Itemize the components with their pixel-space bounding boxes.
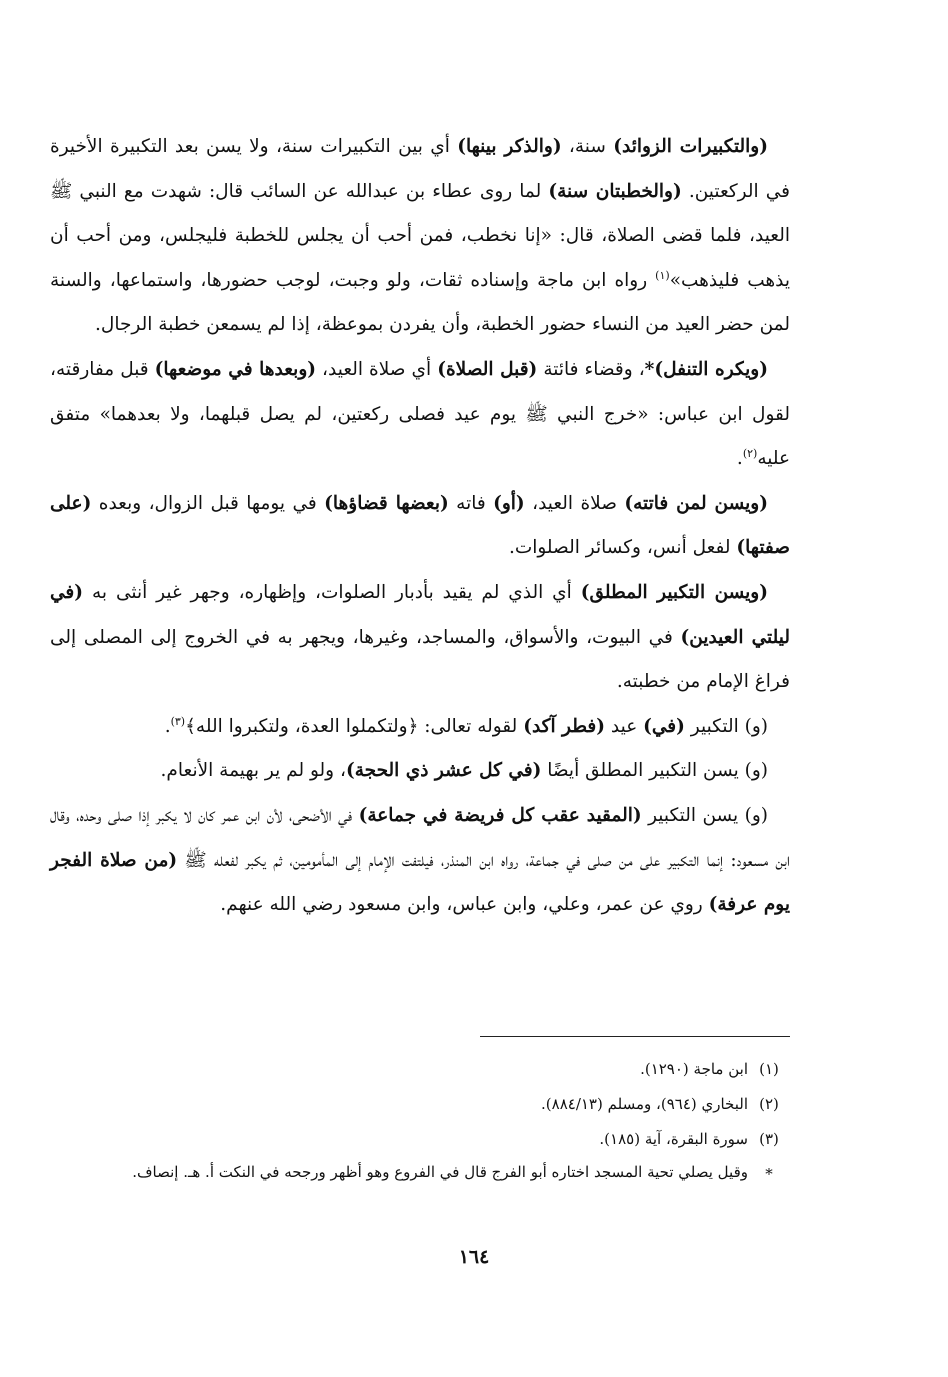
text-run: لفعل أنس، وكسائر الصلوات. xyxy=(508,537,737,559)
footnote-item xyxy=(20,1052,790,1087)
bold-term: (والخطبتان سنة) xyxy=(548,180,682,202)
main-text xyxy=(50,125,790,928)
text-run: في يومها قبل الزوال، وبعده xyxy=(91,492,325,514)
paragraph-2 xyxy=(50,348,790,482)
bold-term: (ويسن التكبير المطلق) xyxy=(580,581,768,603)
text-run: ، ولو لم ير بهيمة الأنعام. xyxy=(160,760,346,782)
text-run: لقوله تعالى: ﴿ولتكملوا العدة، ولتكبروا الله﴾ xyxy=(185,715,524,737)
bold-term: (في كل عشر ذي الحجة) xyxy=(345,760,542,782)
text-run: في البيوت، والأسواق، والمساجد، وغيرها، ويجهر به في الخروج إلى المصلى إلى فراغ الإمام من خطبته. xyxy=(50,626,790,693)
footnote-text: سورة البقرة، آية (١٨٥). xyxy=(599,1130,748,1148)
footnote-item xyxy=(20,1157,790,1192)
bold-term: (وبعدها في موضعها) xyxy=(154,358,317,380)
text-run: فاته xyxy=(448,492,494,514)
paragraph-7 xyxy=(50,794,790,928)
bold-term: (على صفتها) xyxy=(50,492,790,559)
paragraph-1 xyxy=(50,125,790,348)
bold-term: (في) xyxy=(643,715,685,737)
bold-term: (من صلاة الفجر يوم عرفة) xyxy=(50,849,790,916)
footnote-ref-1: (١) xyxy=(655,268,670,282)
text-block xyxy=(50,125,790,928)
footnotes xyxy=(20,1052,790,1192)
text-run: (و) التكبير xyxy=(684,715,768,737)
text-run: في الأضحى، لأن ابن عمر كان لا يكبر إذا صلى وحده، وقال ابن مسعود: إنما التكبير على من صلى في جماعة، رواه ابن المنذر، فيلتفت الإمام إلى المأمومين، ثم يكبر لفعله ﷺ xyxy=(50,804,790,871)
footnote-item xyxy=(20,1087,790,1122)
text-run: (و) يسن التكبير المطلق أيضًا xyxy=(541,760,768,782)
footnote-text: ابن ماجة (١٢٩٠). xyxy=(640,1060,748,1078)
bold-term: (قبل الصلاة) xyxy=(437,358,538,380)
text-run: . xyxy=(164,715,171,737)
footnote-item xyxy=(20,1122,790,1157)
bold-term: (ويكره التنفل)* xyxy=(644,358,768,380)
footnote-ref-3: (٣) xyxy=(170,714,186,728)
paragraph-4 xyxy=(50,571,790,705)
text-run: روي عن عمر، وعلي، وابن عباس، وابن مسعود رضي الله عنهم. xyxy=(220,894,709,916)
paragraph-6 xyxy=(50,749,790,794)
text-run: . xyxy=(736,448,743,470)
text-run: أي الذي لم يقيد بأدبار الصلوات، وإظهاره، وجهر غير أنثى به xyxy=(83,581,581,603)
footnote-mark: (٢) xyxy=(759,1095,779,1113)
footnote-text: البخاري (٩٦٤)، ومسلم (٨٨٤/١٣). xyxy=(541,1095,748,1113)
text-run: لما روى عطاء بن عبدالله عن السائب قال: شهدت مع النبي ﷺ العيد، فلما قضى الصلاة، قال: «إنا نخطب، فمن أحب أن يجلس للخطبة فليجلس، ومن أحب أن يذهب فليذهب» xyxy=(50,180,790,291)
footnote-divider xyxy=(480,1036,790,1037)
text-run: صلاة العيد، xyxy=(524,492,625,514)
text-run: قبل مفارقته، لقول ابن عباس: «خرج النبي ﷺ يوم عيد فصلى ركعتين، لم يصل قبلهما، ولا بعدهما» متفق عليه xyxy=(50,358,790,470)
text-run: عيد xyxy=(605,715,644,737)
bold-term: (فطر آكد) xyxy=(523,715,606,737)
footnote-mark: * xyxy=(765,1165,773,1183)
text-run: (و) يسن التكبير xyxy=(641,804,768,826)
bold-term: (بعضها قضاؤها) xyxy=(324,492,449,514)
paragraph-3 xyxy=(50,482,790,571)
text-run: رواه ابن ماجة وإسناده ثقات، ولو وجبت، لوجب حضورها، واستماعها، والسنة لمن حضر العيد من النساء حضور الخطبة، وأن يفردن بموعظة، إذا لم يسمعن خطبة الرجال. xyxy=(50,269,790,336)
text-run: ، وقضاء فائتة xyxy=(537,358,645,380)
bold-term: (ويسن لمن فاتته) xyxy=(624,492,768,514)
footnote-text: وقيل يصلي تحية المسجد اختاره أبو الفرج قال في الفروع وهو أظهر ورجحه في النكت أ. هـ. إنصاف. xyxy=(132,1163,748,1181)
bold-term: (المقيد عقب كل فريضة في جماعة) xyxy=(358,804,642,826)
bold-term: (أو) xyxy=(493,492,525,514)
footnote-mark: (١) xyxy=(759,1060,779,1078)
text-run: أي بين التكبيرات سنة، ولا يسن بعد التكبيرة الأخيرة في الركعتين. xyxy=(50,136,791,202)
text-run: سنة، xyxy=(561,136,614,157)
bold-term: (والتكبيرات الزوائد) xyxy=(613,136,768,157)
footnote-mark: (٣) xyxy=(759,1130,779,1148)
bold-term: (في ليلتي العيدين) xyxy=(50,581,790,648)
footnote-ref-2: (٢) xyxy=(742,447,758,460)
page-number: ١٦٤ xyxy=(458,1246,490,1268)
bold-term: (والذكر بينها) xyxy=(457,136,562,157)
paragraph-5 xyxy=(50,705,790,750)
text-run: أي صلاة العيد، xyxy=(316,358,438,380)
